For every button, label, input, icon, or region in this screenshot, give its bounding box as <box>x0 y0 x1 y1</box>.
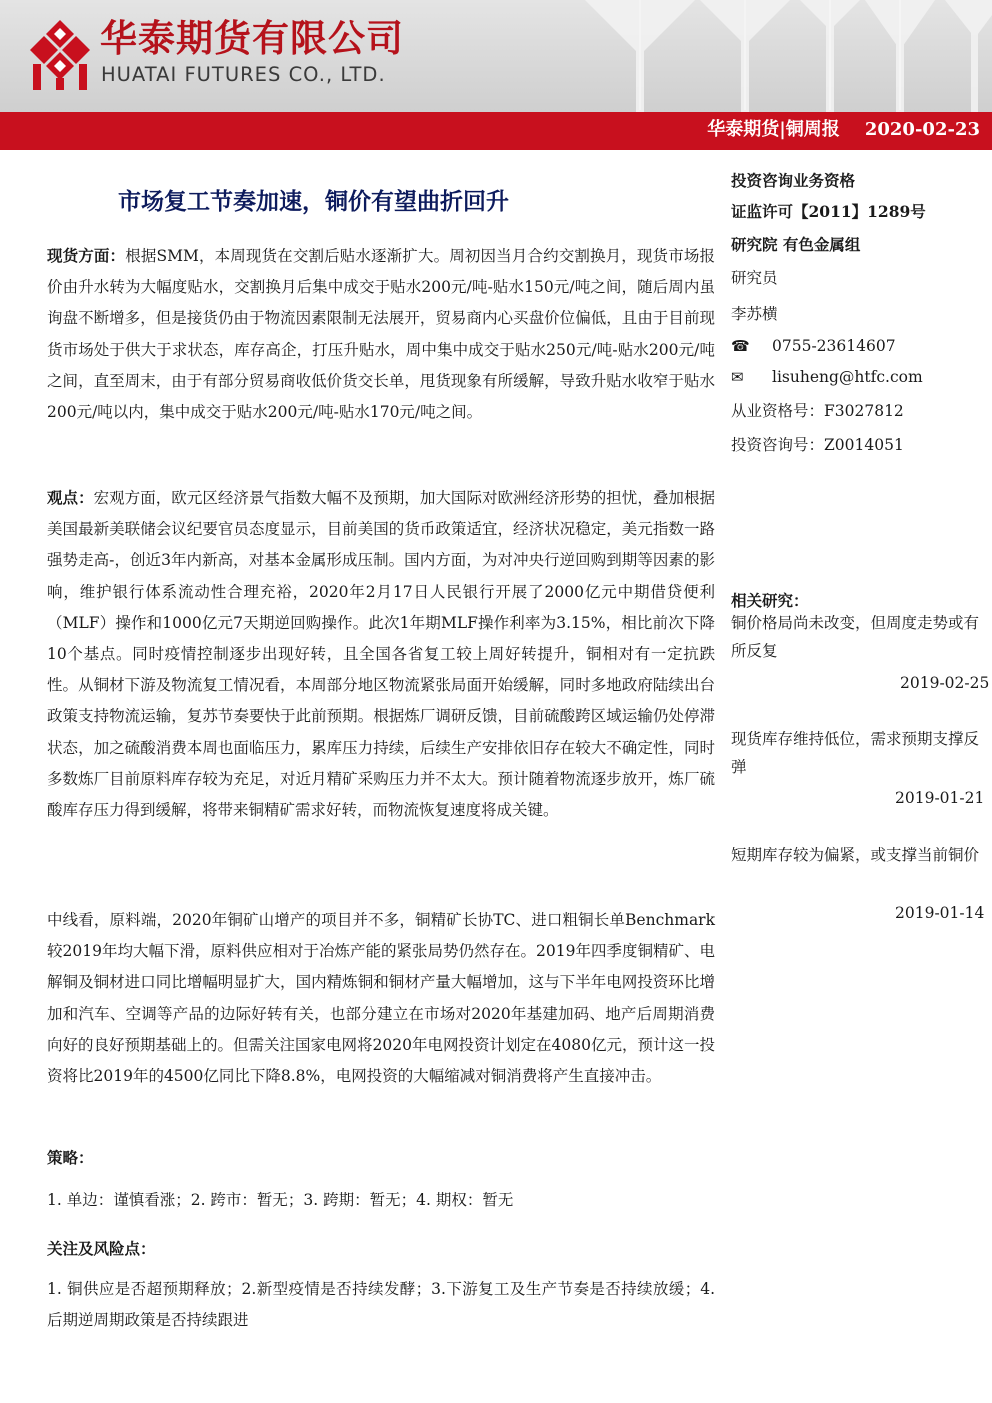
related-item[interactable]: 现货库存维持低位，需求预期支撑反弹 <box>731 730 980 776</box>
spot-paragraph <box>47 240 715 428</box>
practice-number: 从业资格号：F3027812 <box>731 402 904 420</box>
related-date: 2019-01-21 <box>895 789 985 807</box>
related-item[interactable]: 铜价格局尚未改变，但周度走势或有所反复 <box>731 614 980 660</box>
related-item[interactable]: 短期库存较为偏紧，或支撑当前铜价 <box>731 846 980 864</box>
related-heading: 相关研究： <box>731 591 809 610</box>
risk-text: 1. 铜供应是否超预期释放；2.新型疫情是否持续发酵；3.下游复工及生产节奏是否持续放缓；4. 后期逆周期政策是否持续跟进 <box>47 1280 715 1330</box>
risk-heading: 关注及风险点： <box>47 1239 156 1258</box>
spot-label: 现货方面： <box>47 246 126 265</box>
report-bar <box>0 112 992 150</box>
consult-number: 投资咨询号：Z0014051 <box>731 436 904 454</box>
qualification: 投资咨询业务资格 <box>731 171 856 190</box>
strategy-text: 1. 单边：谨慎看涨；2. 跨市：暂无；3. 跨期：暂无；4. 期权：暂无 <box>47 1191 514 1209</box>
spot-text: 根据SMM，本周现货在交割后贴水逐渐扩大。周初因当月合约交割换月，现货市场报价由升水转为大幅度贴水，交割换月后集中成交于贴水200元/吨-贴水150元/吨之间，随后周内虽询盘不断增多，但是接货仍由于物流因素限制无法展开，贸易商内心买盘价位偏低，且由于目前现货市场处于供大于求状态，库存高企，打压升贴水，周中集中成交于贴水250元/吨-贴水200元/吨之间，直至周末，由于有部分贸易商收低价货交长单，甩货现象有所缓解，导致升贴水收窄于贴水200元/吨以内，集中成交于贴水200元/吨-贴水170元/吨之间。 <box>47 247 715 422</box>
brand-name-en: HUATAI FUTURES CO., LTD. <box>101 63 386 86</box>
institute: 研究院 有色金属组 <box>731 235 861 254</box>
view-paragraph <box>47 482 715 826</box>
analyst-name: 李苏横 <box>731 305 778 323</box>
view-text: 宏观方面，欧元区经济景气指数大幅不及预期，加大国际对欧洲经济形势的担忧，叠加根据美国最新美联储会议纪要官员态度显示，目前美国的货币政策适宜，经济状况稳定，美元指数一路强势走高-，创近3年内新高，对基本金属形成压制。国内方面，为对冲央行逆回购到期等因素的影响，维护银行体系流动性合理充裕，2020年2月17日人民银行开展了2000亿元中期借贷便利（MLF）操作和1000亿元7天期逆回购操作。此次1年期MLF操作利率为3.15%，相比前次下降10个基点。同时疫情控制逐步出现好转，且全国各省复工较上周好转提升，铜相对有一定抗跌性。从铜材下游及物流复工情况看，本周部分地区物流紧张局面开始缓解，同时多地政府陆续出台政策支持物流运输，复苏节奏要快于此前预期。根据炼厂调研反馈，目前硫酸跨区域运输仍处停滞状态，加之硫酸消费本周也面临压力，累库压力持续，后续生产安排依旧存在较大不确定性，同时多数炼厂目前原料库存较为充足，对近月精矿采购压力并不太大。预计随着物流逐步放开，炼厂硫酸库存压力得到缓解，将带来铜精矿需求好转，而物流恢复速度将成关键。 <box>47 489 715 820</box>
analyst-email[interactable]: lisuheng@htfc.com <box>772 368 923 386</box>
midterm-text: 中线看，原料端，2020年铜矿山增产的项目并不多，铜精矿长协TC、进口粗铜长单Benchmark较2019年均大幅下滑，原料供应相对于冶炼产能的紧张局势仍然存在。2019年四季度铜精矿、电解铜及铜材进口同比增幅明显扩大，国内精炼铜和铜材产量大幅增加，这与下半年电网投资环比增加和汽车、空调等产品的边际好转有关，也部分建立在市场对2020年基建加码、地产后周期消费向好的良好预期基础上的。但需关注国家电网将2020年电网投资计划定在4080亿元，预计这一投资将比2019年的4500亿同比下降8.8%，电网投资的大幅缩减对铜消费将产生直接冲击。 <box>47 911 715 1086</box>
midterm-paragraph <box>47 905 715 1092</box>
view-label: 观点： <box>47 488 94 507</box>
report-header <box>0 0 992 112</box>
analyst-role: 研究员 <box>731 269 778 287</box>
strategy-heading: 策略： <box>47 1148 94 1167</box>
mail-icon: ✉ <box>731 368 744 386</box>
report-type: 华泰期货|铜周报 <box>707 119 840 140</box>
related-date: 2019-02-25 <box>900 674 990 692</box>
related-date: 2019-01-14 <box>895 904 985 922</box>
report-date: 2020-02-23 <box>864 119 980 140</box>
brand-name-cn: 华泰期货有限公司 <box>100 17 404 60</box>
report-title: 市场复工节奏加速，铜价有望曲折回升 <box>118 188 509 215</box>
analyst-phone: 0755-23614607 <box>772 337 896 355</box>
huatai-logo-icon <box>30 20 90 90</box>
phone-icon: ☎ <box>731 337 750 355</box>
license-number: 证监许可【2011】1289号 <box>731 202 926 221</box>
